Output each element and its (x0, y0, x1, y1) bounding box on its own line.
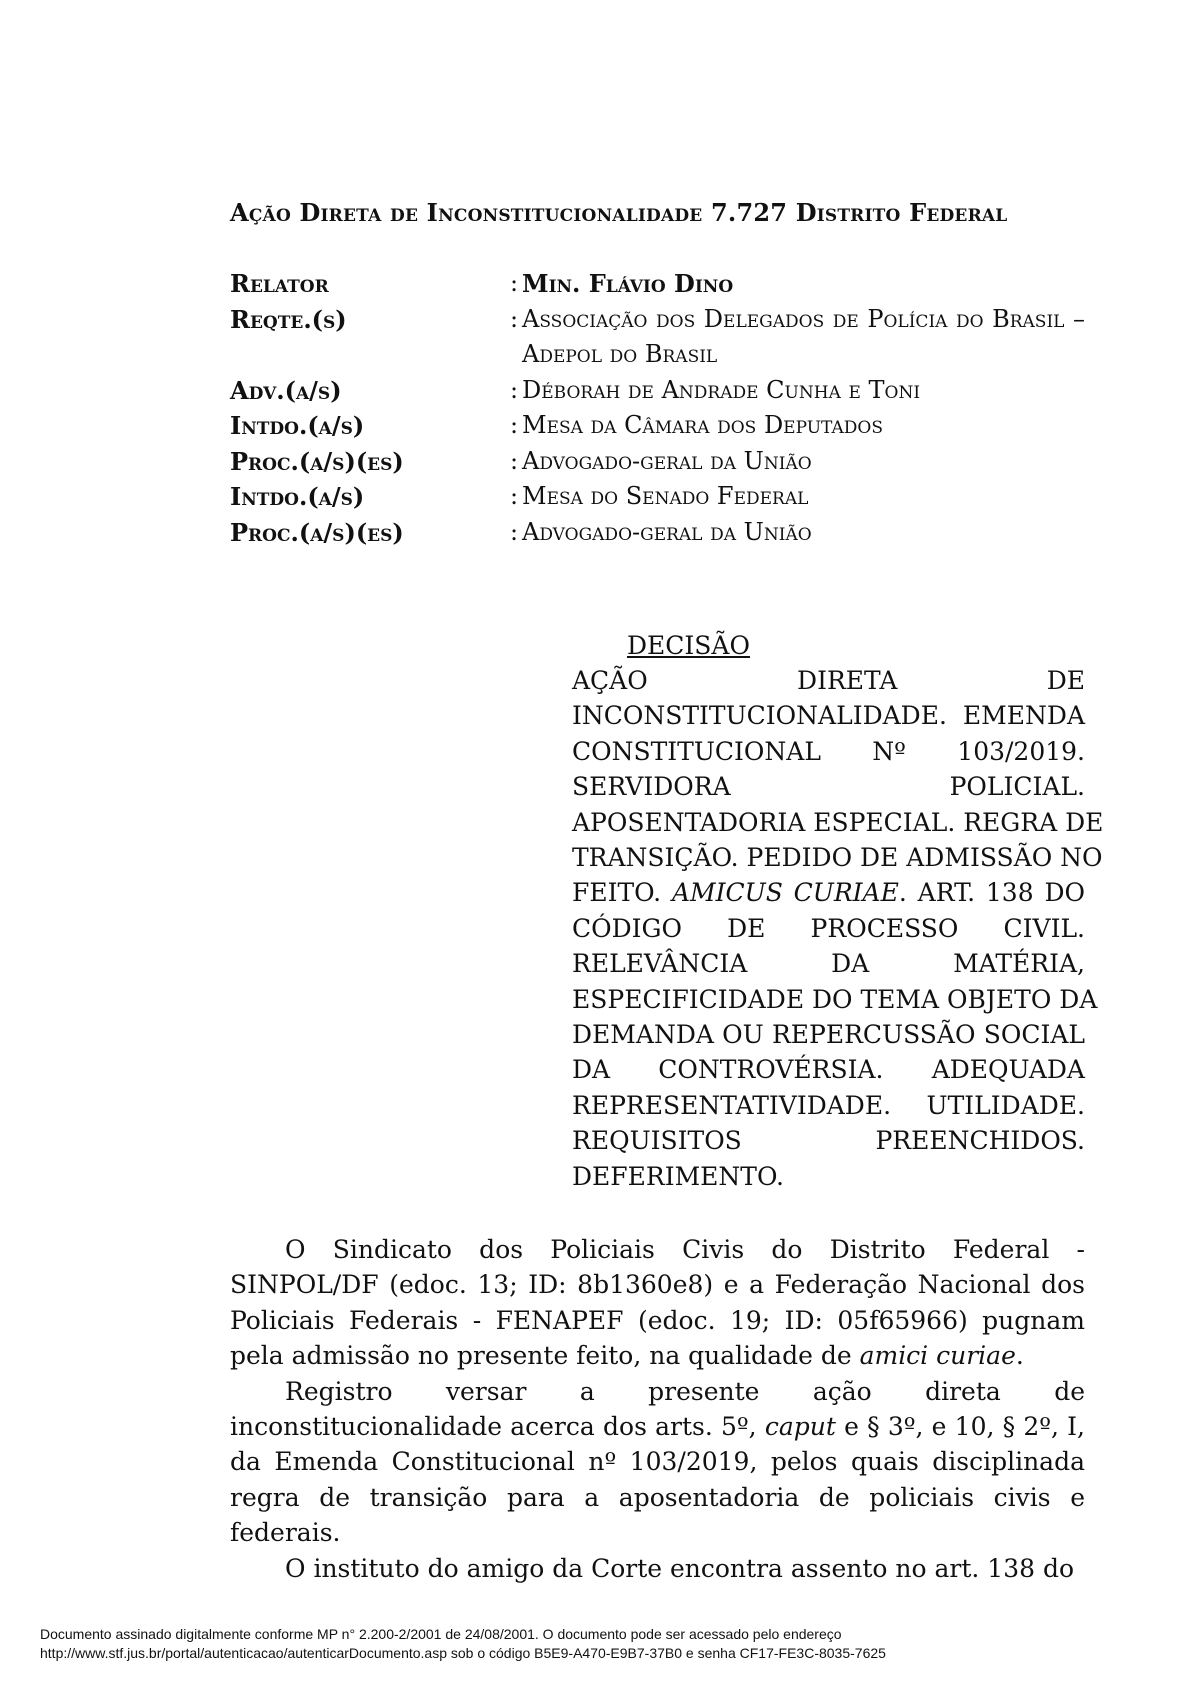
party-row-relator (230, 266, 1085, 302)
decision-body (230, 1232, 1085, 1586)
ementa-text: . ART. 138 DO (898, 878, 1085, 908)
party-row-advogado (230, 373, 1085, 409)
ementa-italic-text: AMICUS CURIAE (671, 878, 899, 908)
paragraph-text: Registro versar a presente ação direta de inconstitucionalidade acerca dos arts. 5º, (230, 1376, 1085, 1442)
party-colon: : (510, 446, 519, 475)
footer-line: http://www.stf.jus.br/portal/autenticacao/autenticarDocumento.asp sob o código B5E9-A470-E9B7-37B0 e senha CF17-FE3C-8035-7625 (40, 1645, 886, 1661)
paragraph (230, 1232, 1085, 1374)
parties-table (230, 266, 1085, 550)
paragraph-text: O Sindicato dos Policiais Civis do Distrito Federal - SINPOL/DF (edoc. 13; ID: 8b1360e8) e a Federação Nacional dos Policiais Federais - FENAPEF (edoc. 19; ID: 05f65966) pugnam pela admissão no presente feito, na qualidade de (230, 1235, 1085, 1371)
party-colon: : (510, 375, 519, 404)
party-value: Déborah de Andrade Cunha e Toni (522, 375, 921, 404)
paragraph-italic-text: caput (764, 1412, 836, 1442)
party-colon: : (510, 411, 519, 439)
party-label: Reqte.(s) (230, 304, 347, 334)
paragraph: O instituto do amigo da Corte encontra assento no art. 138 do (285, 1553, 1075, 1583)
paragraph-italic-text: amici curiae (859, 1341, 1016, 1371)
ementa-line: SERVIDORA POLICIAL. (572, 772, 1085, 802)
ementa-line: AÇÃO DIRETA DE (572, 666, 1085, 695)
party-label: Intdo.(a/s) (230, 482, 365, 511)
party-value: Mesa do Senado Federal (522, 482, 809, 510)
footer-line: Documento assinado digitalmente conforme MP n° 2.200-2/2001 de 24/08/2001. O documento pode ser acessado pelo endereço (40, 1626, 842, 1642)
party-value: Mesa da Câmara dos Deputados (522, 411, 883, 439)
party-colon: : (510, 269, 519, 297)
party-label: Relator (230, 269, 329, 298)
document-title: Ação Direta de Inconstitucionalidade 7.727 Distrito Federal (230, 198, 1008, 227)
ementa-text: FEITO. (572, 878, 672, 908)
ementa-line: CONSTITUCIONAL Nº 103/2019. (572, 736, 1085, 766)
ementa-line: REPRESENTATIVIDADE. UTILIDADE. (572, 1090, 1085, 1120)
ementa-line: DEMANDA OU REPERCUSSÃO SOCIAL (572, 1020, 1085, 1050)
party-colon: : (510, 517, 519, 546)
party-label: Proc.(a/s)(es) (230, 517, 404, 547)
party-value: Min. Flávio Dino (522, 269, 734, 298)
ementa-line-mixed (572, 875, 1085, 910)
ementa-line: DEFERIMENTO. (572, 1161, 784, 1191)
party-label: Intdo.(a/s) (230, 411, 365, 440)
party-label: Adv.(a/s) (230, 375, 342, 405)
party-row-procurador-1 (230, 444, 1085, 480)
digital-signature-footer (40, 1625, 886, 1663)
party-row-requerente (230, 302, 1085, 373)
paragraph (230, 1374, 1085, 1551)
party-colon: : (510, 304, 519, 333)
ementa-line: ESPECIFICIDADE DO TEMA OBJETO DA (572, 984, 1098, 1014)
ementa-line: RELEVÂNCIA DA MATÉRIA, (572, 949, 1085, 979)
ementa-line: APOSENTADORIA ESPECIAL. REGRA DE (572, 807, 1104, 837)
party-value: Advogado-geral da União (522, 446, 812, 475)
paragraph-text: . (1015, 1341, 1024, 1371)
ementa-block (572, 628, 1104, 1194)
decisao-heading: DECISÃO (627, 631, 750, 660)
party-row-interessado-senado (230, 479, 1085, 515)
party-row-procurador-2 (230, 515, 1085, 551)
ementa-line: REQUISITOS PREENCHIDOS. (572, 1126, 1085, 1156)
party-value: Advogado-geral da União (522, 517, 812, 546)
ementa-line: DA CONTROVÉRSIA. ADEQUADA (572, 1055, 1085, 1085)
ementa-line: TRANSIÇÃO. PEDIDO DE ADMISSÃO NO (572, 843, 1103, 873)
party-label: Proc.(a/s)(es) (230, 446, 404, 476)
party-colon: : (510, 482, 519, 510)
party-value: Associação dos Delegados de Polícia do Brasil – Adepol do Brasil (522, 304, 1085, 368)
ementa-line: INCONSTITUCIONALIDADE. EMENDA (572, 701, 1085, 731)
party-row-interessado-camara (230, 408, 1085, 444)
ementa-line: CÓDIGO DE PROCESSO CIVIL. (572, 913, 1085, 943)
paragraph-text: e § 3º, e 10, § 2º, I, da Emenda Constitucional nº 103/2019, pelos quais disciplinada regra de transição para a aposentadoria de policiais civis e federais. (230, 1412, 1085, 1548)
